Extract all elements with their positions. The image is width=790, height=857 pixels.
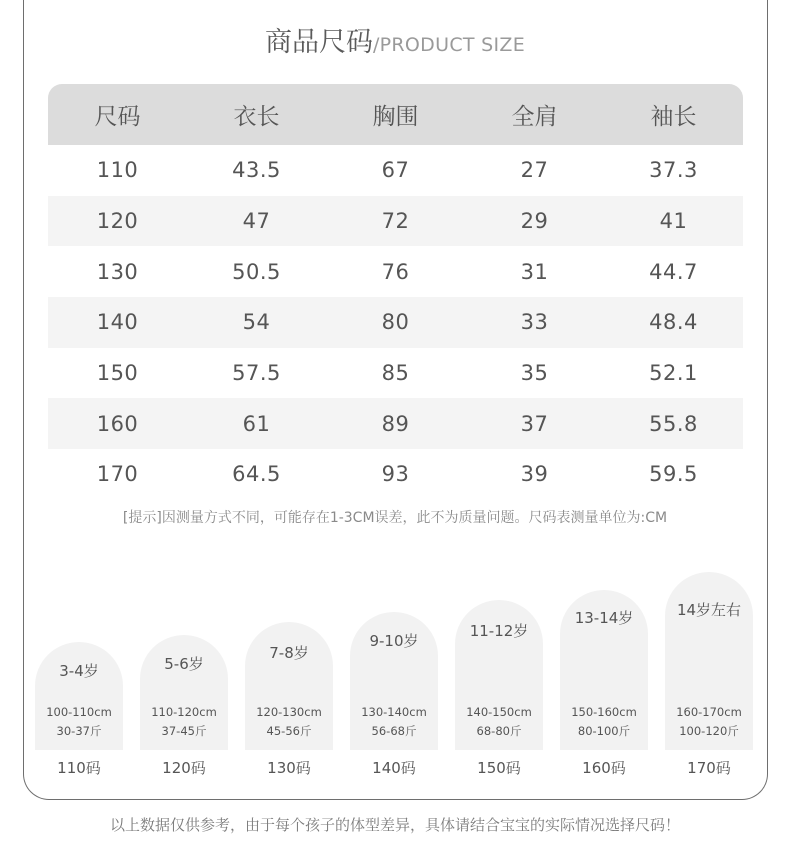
arch-weight-range: 45-56斤 [266,724,312,738]
table-cell: 31 [520,259,549,284]
table-cell: 93 [381,462,410,487]
table-cell: 41 [604,196,743,247]
header-size: 尺码 [48,84,187,145]
arch-age-label: 14岁左右 [676,601,742,619]
arch-age-label: 13-14岁 [574,609,634,627]
arch-size-code: 110码 [57,759,101,777]
table-row [48,297,743,348]
table-cell: 150 [96,361,139,386]
table-cell: 47 [187,196,326,247]
table-cell: 61 [187,398,326,449]
table-row [48,246,743,297]
size-table [48,84,743,500]
table-row [48,145,743,196]
table-cell: 29 [465,196,604,247]
table-row [48,398,743,449]
table-cell: 55.8 [604,398,743,449]
table-row [48,196,743,247]
age-guide-arch-130 [245,622,333,750]
header-sleeve: 袖长 [604,84,743,145]
page-title [0,20,790,59]
arch-height-range: 160-170cm [676,705,742,719]
arch-age-label: 7-8岁 [269,644,309,662]
table-cell: 37 [465,398,604,449]
title-chinese: 商品尺码 [264,27,373,58]
table-cell: 33 [465,297,604,348]
arch-size-code: 170码 [687,759,731,777]
table-row [48,348,743,399]
table-cell: 130 [96,259,139,284]
size-table-header-row [48,84,743,145]
arch-weight-range: 100-120斤 [679,724,739,738]
table-cell: 85 [381,361,410,386]
arch-weight-range: 80-100斤 [577,724,631,738]
table-row [48,449,743,500]
table-cell: 76 [381,259,410,284]
table-cell: 37.3 [649,158,698,183]
arch-height-range: 120-130cm [256,705,322,719]
arch-weight-range: 68-80斤 [476,724,522,738]
table-cell: 57.5 [232,361,281,386]
table-cell: 89 [326,398,465,449]
arch-weight-range: 56-68斤 [371,724,417,738]
arch-age-label: 11-12岁 [469,622,529,640]
age-guide-arch-120 [140,635,228,750]
footer-disclaimer: 以上数据仅供参考，由于每个孩子的体型差异，具体请结合宝宝的实际情况选择尺码！ [109,816,680,834]
table-cell: 160 [48,398,187,449]
table-cell: 64.5 [232,462,281,487]
arch-age-label: 3-4岁 [59,662,99,680]
title-english: /PRODUCT SIZE [372,34,526,56]
table-cell: 72 [326,196,465,247]
age-guide-arch-150 [455,600,543,750]
header-length: 衣长 [187,84,326,145]
arch-weight-range: 30-37斤 [56,724,102,738]
arch-size-code: 130码 [267,759,311,777]
arch-size-code: 120码 [162,759,206,777]
age-guide-arch-170 [665,572,753,750]
header-chest: 胸围 [326,84,465,145]
table-cell: 110 [96,158,139,183]
table-cell: 67 [381,158,410,183]
table-cell: 120 [48,196,187,247]
arch-height-range: 110-120cm [151,705,217,719]
arch-age-label: 9-10岁 [369,632,419,650]
header-shoulder: 全肩 [465,84,604,145]
table-cell: 140 [48,297,187,348]
table-cell: 170 [96,462,139,487]
age-guide-arch-160 [560,590,648,750]
table-cell: 27 [520,158,549,183]
arch-size-code: 150码 [477,759,521,777]
table-cell: 59.5 [649,462,698,487]
arch-size-code: 140码 [372,759,416,777]
table-cell: 39 [520,462,549,487]
table-cell: 52.1 [649,361,698,386]
arch-height-range: 130-140cm [361,705,427,719]
table-cell: 44.7 [649,259,698,284]
arch-weight-range: 37-45斤 [161,724,207,738]
table-cell: 80 [326,297,465,348]
arch-height-range: 100-110cm [46,705,112,719]
age-guide-arch-140 [350,612,438,750]
arch-age-label: 5-6岁 [164,655,204,673]
measurement-note: [提示]因测量方式不同，可能存在1-3CM误差，此不为质量问题。尺码表测量单位为:CM [122,510,668,526]
table-cell: 43.5 [232,158,281,183]
arch-height-range: 150-160cm [571,705,637,719]
table-cell: 48.4 [604,297,743,348]
arch-height-range: 140-150cm [466,705,532,719]
age-guide-arch-110 [35,642,123,750]
table-cell: 35 [520,361,549,386]
table-cell: 54 [187,297,326,348]
table-cell: 50.5 [232,259,281,284]
arch-size-code: 160码 [582,759,626,777]
